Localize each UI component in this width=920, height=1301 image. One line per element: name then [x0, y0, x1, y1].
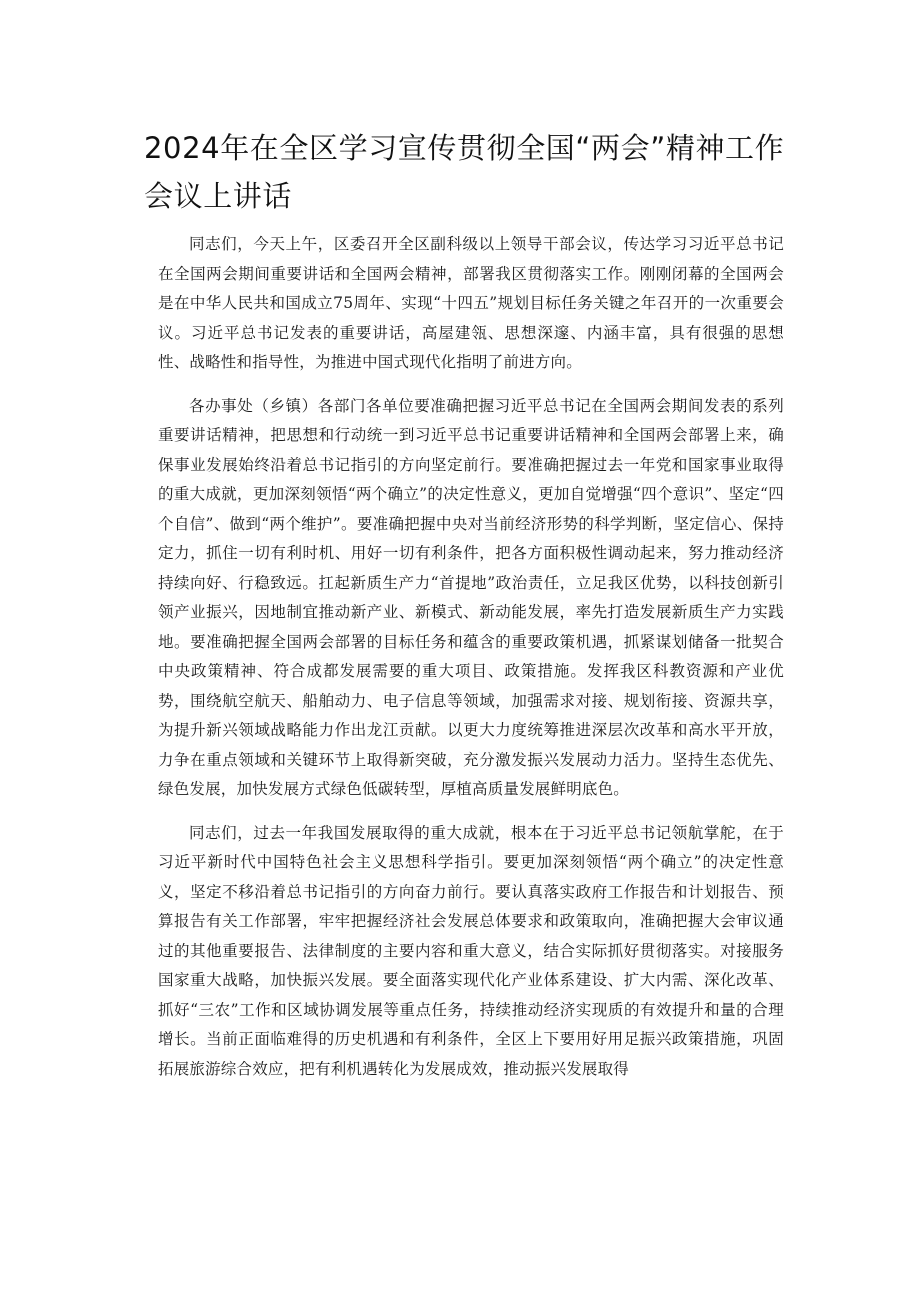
paragraph-2: 各办事处（乡镇）各部门各单位要准确把握习近平总书记在全国两会期间发表的系列重要讲话精神，把思想和行动统一到习近平总书记重要讲话精神和全国两会部署上来，确保事业发展始终沿着总书记指引的方向坚定前行。要准确把握过去一年党和国家事业取得的重大成就，更加深刻领悟“两个确立”的决定性意义，更加自觉增强“四个意识”、坚定“四个自信”、做到“两个维护”。要准确把握中央对当前经济形势的科学判断，坚定信心、保持定力，抓住一切有利时机、用好一切有利条件，把各方面积极性调动起来，努力推动经济持续向好、行稳致远。扛起新质生产力“首提地”政治责任，立足我区优势，以科技创新引领产业振兴，因地制宜推动新产业、新模式、新动能发展，率先打造发展新质生产力实践地。要准确把握全国两会部署的目标任务和蕴含的重要政策机遇，抓紧谋划储备一批契合中央政策精神、符合成都发展需要的重大项目、政策措施。发挥我区科教资源和产业优势，围绕航空航天、船舶动力、电子信息等领域，加强需求对接、规划衔接、资源共享，为提升新兴领域战略能力作出龙江贡献。以更大力度统筹推进深层次改革和高水平开放，力争在重点领域和关键环节上取得新突破，充分激发振兴发展动力活力。坚持生态优先、绿色发展，加快发展方式绿色低碳转型，厚植高质量发展鲜明底色。	[158, 396, 784, 798]
document-body	[158, 230, 784, 1098]
paragraph-1: 同志们，今天上午，区委召开全区副科级以上领导干部会议，传达学习习近平总书记在全国两会期间重要讲话和全国两会精神，部署我区贯彻落实工作。刚刚闭幕的全国两会是在中华人民共和国成立75周年、实现“十四五”规划目标任务关键之年召开的一次重要会议。习近平总书记发表的重要讲话，高屋建瓴、思想深邃、内涵丰富，具有很强的思想性、战略性和指导性，为推进中国式现代化指明了前进方向。	[158, 235, 784, 371]
document-title: 2024年在全区学习宣传贯彻全国“两会”精神工作会议上讲话	[144, 131, 785, 213]
paragraph-3: 同志们，过去一年我国发展取得的重大成就，根本在于习近平总书记领航掌舵，在于习近平新时代中国特色社会主义思想科学指引。要更加深刻领悟“两个确立”的决定性意义，坚定不移沿着总书记指引的方向奋力前行。要认真落实政府工作报告和计划报告、预算报告有关工作部署，牢牢把握经济社会发展总体要求和政策取向，准确把握大会审议通过的其他重要报告、法律制度的主要内容和重大意义，结合实际抓好贯彻落实。对接服务国家重大战略，加快振兴发展。要全面落实现代化产业体系建设、扩大内需、深化改革、抓好“三农”工作和区域协调发展等重点任务，持续推动经济实现质的有效提升和量的合理增长。当前正面临难得的历史机遇和有利条件，全区上下要用好用足振兴政策措施，巩固拓展旅游综合效应，把有利机遇转化为发展成效，推动振兴发展取得	[158, 823, 784, 1078]
